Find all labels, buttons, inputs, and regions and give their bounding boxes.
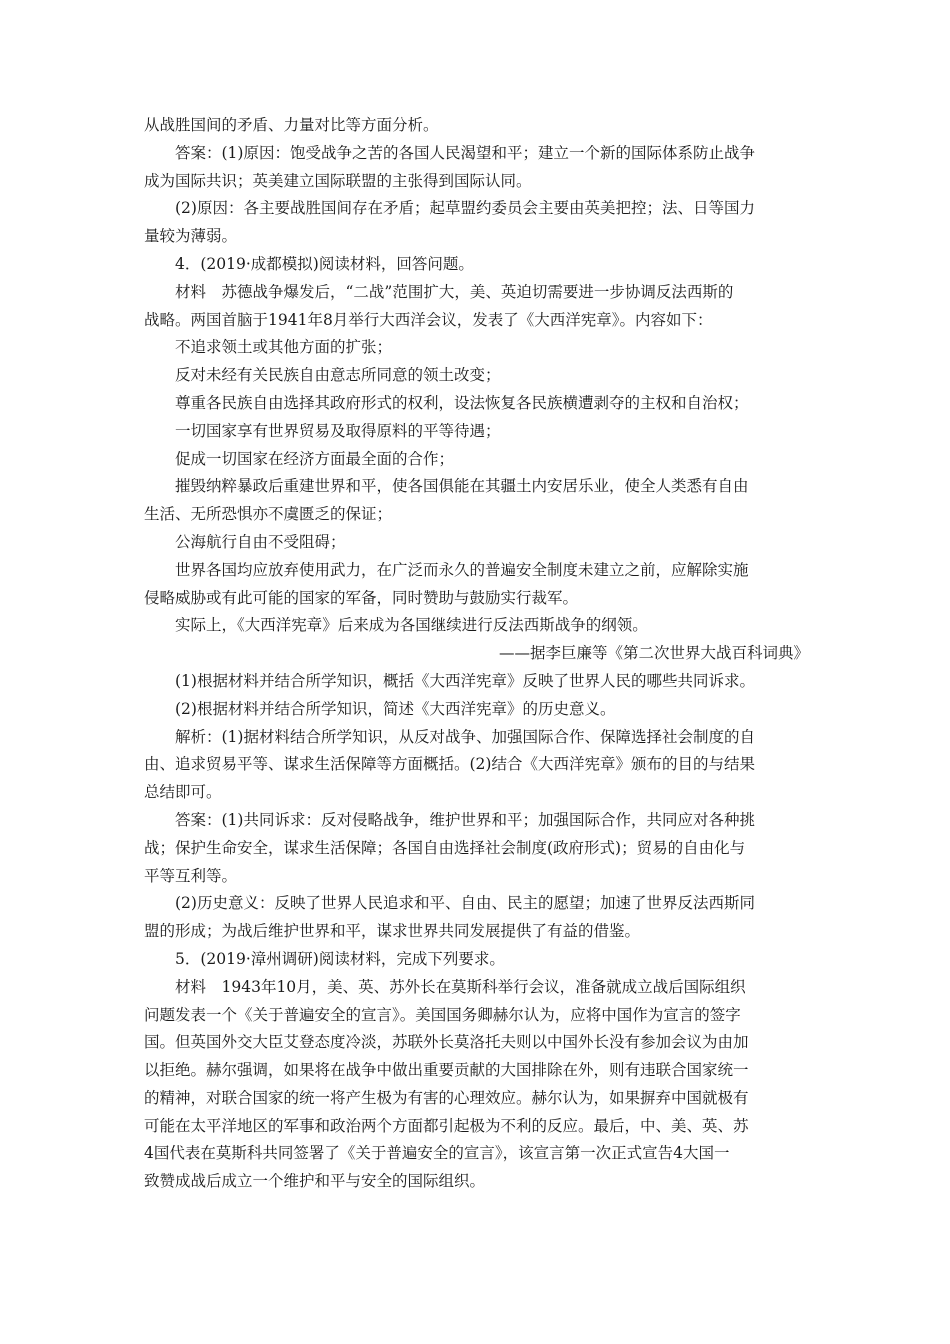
- text-line: 材料 1943年10月，美、英、苏外长在莫斯科举行会议，准备就成立战后国际组织: [175, 977, 746, 996]
- text-line: 平等互利等。: [144, 866, 238, 885]
- text-line: 国。但英国外交大臣艾登态度冷淡，苏联外长莫洛托夫则以中国外长没有参加会议为由加: [144, 1033, 749, 1052]
- text-line: 答案：(1)共同诉求：反对侵略战争，维护世界和平；加强国际合作，共同应对各种挑: [175, 810, 755, 829]
- text-line: 量较为薄弱。: [144, 227, 238, 246]
- text-line: 问题发表一个《关于普遍安全的宣言》。美国国务卿赫尔认为，应将中国作为宣言的签字: [144, 1005, 741, 1024]
- text-line: 公海航行自由不受阻碍；: [175, 532, 346, 551]
- text-line: 4．(2019·成都模拟)阅读材料，回答问题。: [175, 254, 474, 273]
- text-line: 反对未经有关民族自由意志所同意的领土改变；: [175, 366, 501, 385]
- text-line: 尊重各民族自由选择其政府形式的权利，设法恢复各民族横遭剥夺的主权和自治权；: [175, 393, 749, 412]
- text-line: 由、追求贸易平等、谋求生活保障等方面概括。(2)结合《大西洋宪章》颁布的目的与结果: [144, 755, 755, 774]
- text-line: (2)历史意义：反映了世界人民追求和平、自由、民主的愿望；加速了世界反法西斯同: [175, 894, 755, 913]
- text-line: (1)根据材料并结合所学知识，概括《大西洋宪章》反映了世界人民的哪些共同诉求。: [175, 671, 755, 690]
- text-line: 成为国际共识；英美建立国际联盟的主张得到国际认同。: [144, 171, 532, 190]
- text-line: 实际上，《大西洋宪章》后来成为各国继续进行反法西斯战争的纲领。: [175, 616, 648, 635]
- document-body: [144, 112, 809, 1196]
- text-line: (2)原因：各主要战胜国间存在矛盾；起草盟约委员会主要由英美把控；法、日等国力: [175, 199, 755, 218]
- text-line: 解析：(1)据材料结合所学知识，从反对战争、加强国际合作、保障选择社会制度的自: [175, 727, 755, 746]
- text-line: 总结即可。: [144, 783, 222, 802]
- text-line: 从战胜国间的矛盾、力量对比等方面分析。: [144, 116, 439, 134]
- text-line: 不追求领土或其他方面的扩张；: [175, 338, 393, 357]
- source-citation: ——据李巨廉等《第二次世界大战百科词典》: [498, 644, 809, 663]
- text-line: 5．(2019·漳州调研)阅读材料，完成下列要求。: [175, 949, 505, 968]
- text-line: 促成一切国家在经济方面最全面的合作；: [175, 449, 455, 468]
- text-line: 一切国家享有世界贸易及取得原料的平等待遇；: [175, 421, 501, 440]
- text-line: 以拒绝。赫尔强调，如果将在战争中做出重要贡献的大国排除在外，则有违联合国家统一: [144, 1061, 749, 1080]
- text-line: 4国代表在莫斯科共同签署了《关于普遍安全的宣言》，该宣言第一次正式宣告4大国一: [144, 1144, 730, 1163]
- text-line: 答案：(1)原因：饱受战争之苦的各国人民渴望和平；建立一个新的国际体系防止战争: [175, 143, 755, 162]
- text-line: (2)根据材料并结合所学知识，简述《大西洋宪章》的历史意义。: [175, 699, 616, 718]
- text-line: 盟的形成；为战后维护世界和平，谋求世界共同发展提供了有益的借鉴。: [144, 922, 641, 941]
- text-line: 可能在太平洋地区的军事和政治两个方面都引起极为不利的反应。最后，中、美、英、苏: [144, 1116, 749, 1135]
- text-line: 材料 苏德战争爆发后，“二战”范围扩大，美、英迫切需要进一步协调反法西斯的: [175, 282, 734, 301]
- text-line: 侵略威胁或有此可能的国家的军备，同时赞助与鼓励实行裁军。: [144, 588, 579, 607]
- text-line: 世界各国均应放弃使用武力，在广泛而永久的普遍安全制度未建立之前，应解除实施: [175, 560, 749, 579]
- text-line: 致赞成战后成立一个维护和平与安全的国际组织。: [144, 1172, 486, 1191]
- text-line: 摧毁纳粹暴政后重建世界和平，使各国俱能在其疆土内安居乐业，使全人类悉有自由: [175, 477, 749, 496]
- text-line: 战；保护生命安全，谋求生活保障；各国自由选择社会制度(政府形式)；贸易的自由化与: [144, 838, 746, 857]
- text-line: 的精神，对联合国家的统一将产生极为有害的心理效应。赫尔认为，如果摒弃中国就极有: [144, 1088, 749, 1107]
- text-line: 战略。两国首脑于1941年8月举行大西洋会议，发表了《大西洋宪章》。内容如下：: [144, 310, 713, 329]
- text-line: 生活、无所恐惧亦不虞匮乏的保证；: [144, 505, 393, 524]
